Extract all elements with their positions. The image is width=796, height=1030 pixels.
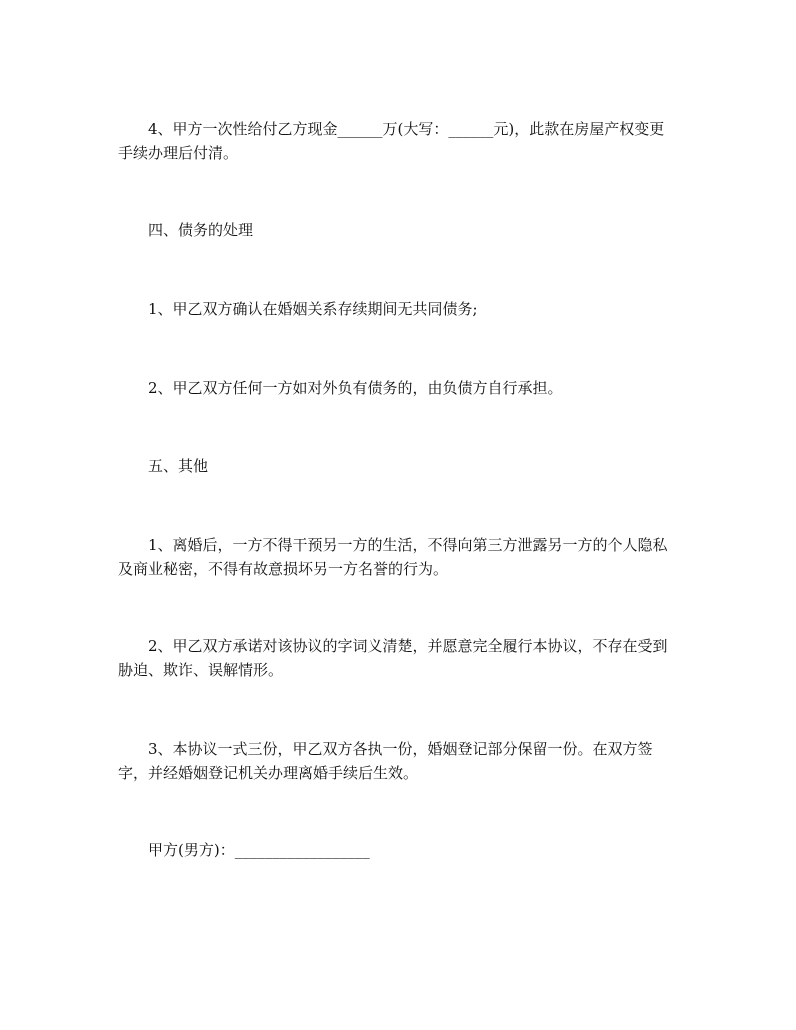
debt-clause-1: 1、甲乙双方确认在婚姻关系存续期间无共同债务; — [148, 300, 478, 318]
other-clause-2: 2、甲乙双方承诺对该协议的字词义清楚，并愿意完全履行本协议，不存在受到胁迫、欺诈、误解情形。 — [118, 637, 668, 679]
clause-4-payment: 4、甲方一次性给付乙方现金______万(大写：______元)，此款在房屋产权变更手续办理后付清。 — [118, 120, 665, 162]
section-4-heading: 四、债务的处理 — [148, 221, 254, 239]
other-clause-3: 3、本协议一式三份，甲乙双方各执一份，婚姻登记部分保留一份。在双方签字，并经婚姻登记机关办理离婚手续后生效。 — [118, 740, 653, 782]
section-5-heading: 五、其他 — [148, 457, 209, 475]
other-clause-1: 1、离婚后，一方不得干预另一方的生活，不得向第三方泄露另一方的个人隐私及商业秘密，不得有故意损坏另一方名誉的行为。 — [118, 536, 668, 578]
signature-party-a: 甲方(男方)：__________________ — [148, 841, 370, 859]
debt-clause-2: 2、甲乙双方任何一方如对外负有债务的，由负债方自行承担。 — [148, 379, 563, 397]
